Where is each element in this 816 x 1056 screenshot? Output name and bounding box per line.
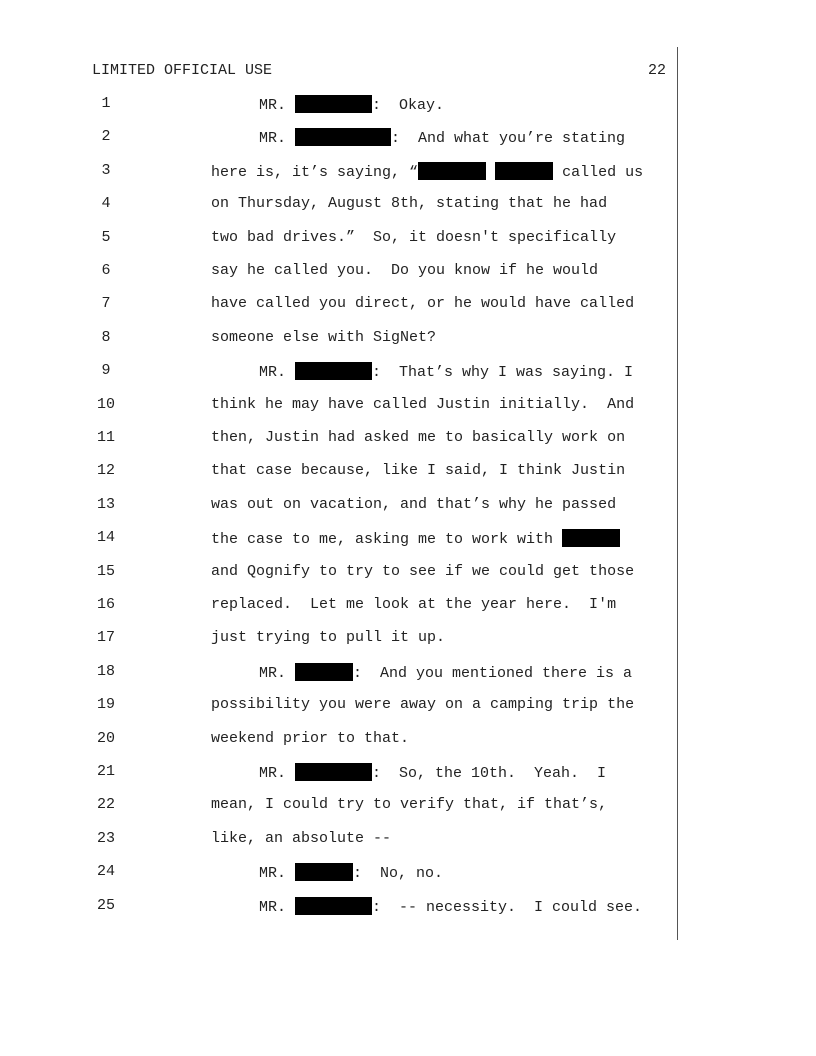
transcript-line	[0, 262, 816, 284]
redaction-block	[295, 95, 372, 113]
line-text	[211, 596, 616, 613]
line-text	[211, 629, 445, 646]
transcript-line	[0, 162, 816, 184]
transcript-line	[0, 496, 816, 518]
text-segment: MR.	[259, 765, 296, 782]
line-number: 1	[101, 95, 111, 112]
text-segment: MR.	[259, 664, 296, 682]
text-segment: : And you mentioned there is a	[353, 664, 633, 682]
transcript-line	[0, 529, 816, 551]
redaction-block	[295, 863, 353, 881]
line-text	[211, 195, 607, 212]
text-segment: on Thursday, August 8th, stating that he had	[211, 195, 608, 213]
page-number: 22	[647, 62, 666, 79]
text-segment: mean, I could try to verify that, if that’s,	[211, 796, 608, 814]
line-text	[211, 529, 620, 548]
line-text	[211, 396, 634, 413]
line-number: 10	[96, 395, 115, 413]
transcript-line	[0, 396, 816, 418]
redaction-block	[295, 663, 353, 681]
line-number: 7	[101, 295, 111, 313]
line-number: 2	[101, 128, 111, 146]
redaction-block	[295, 897, 372, 915]
line-text	[259, 863, 443, 882]
text-segment: that case because, like I said, I think Justin	[211, 462, 626, 480]
line-text	[259, 95, 444, 114]
transcript-line	[0, 897, 816, 919]
classification-label: LIMITED OFFICIAL USE	[92, 62, 273, 79]
text-segment: possibility you were away on a camping trip the	[211, 696, 635, 714]
redaction-block	[295, 763, 372, 781]
line-text	[211, 262, 598, 279]
transcript-line	[0, 730, 816, 752]
line-text	[259, 663, 632, 682]
text-segment: MR.	[259, 364, 296, 382]
text-segment: here is, it’s saying, “	[211, 163, 419, 181]
line-text	[211, 462, 625, 479]
line-number: 18	[96, 662, 115, 680]
line-number: 5	[101, 228, 111, 246]
text-segment: called us	[553, 163, 644, 181]
text-segment: just trying to pull it up.	[211, 629, 446, 647]
line-text	[211, 496, 616, 513]
line-number: 21	[96, 763, 115, 780]
text-segment: have called you direct, or he would have called	[211, 295, 635, 313]
transcript-line	[0, 796, 816, 818]
line-number: 20	[96, 729, 115, 747]
transcript-line	[0, 362, 816, 384]
line-number: 15	[96, 562, 115, 580]
text-segment: : So, the 10th. Yeah. I	[372, 765, 607, 782]
line-number: 3	[101, 161, 111, 179]
redaction-block	[562, 529, 620, 547]
transcript-line	[0, 663, 816, 685]
line-text	[211, 830, 391, 847]
line-number: 13	[96, 495, 115, 513]
text-segment: someone else with SigNet?	[211, 328, 437, 346]
text-segment: weekend prior to that.	[211, 729, 410, 747]
line-number: 16	[96, 596, 115, 613]
line-number: 4	[101, 195, 111, 213]
line-text	[211, 329, 436, 346]
transcript-line	[0, 830, 816, 852]
transcript-line	[0, 596, 816, 618]
redaction-block	[418, 162, 486, 180]
line-text	[259, 763, 606, 782]
transcript-line	[0, 563, 816, 585]
line-number: 14	[96, 529, 115, 547]
transcript-line	[0, 195, 816, 217]
text-segment: : -- necessity. I could see.	[372, 898, 643, 916]
line-text	[259, 128, 625, 147]
text-segment: : That’s why I was saying. I	[372, 364, 634, 382]
transcript-line	[0, 95, 816, 117]
redaction-block	[295, 362, 372, 380]
text-segment: two bad drives.” So, it doesn't specifically	[211, 228, 617, 246]
line-number: 6	[101, 262, 111, 279]
text-segment: think he may have called Justin initially. And	[211, 395, 635, 413]
text-segment: MR.	[259, 865, 296, 883]
redaction-block	[295, 128, 391, 146]
text-segment: then, Justin had asked me to basically work on	[211, 429, 626, 446]
line-number: 11	[96, 429, 115, 446]
line-text	[259, 897, 642, 916]
transcript-line	[0, 763, 816, 785]
line-number: 8	[101, 328, 111, 346]
transcript-line	[0, 429, 816, 451]
line-number: 24	[96, 863, 115, 881]
text-segment	[486, 164, 495, 181]
line-number: 19	[96, 696, 115, 714]
line-text	[211, 796, 607, 813]
text-segment: and Qognify to try to see if we could get those	[211, 562, 635, 580]
transcript-line	[0, 629, 816, 651]
text-segment: : Okay.	[372, 97, 445, 114]
text-segment: replaced. Let me look at the year here. I'm	[211, 596, 617, 613]
text-segment: MR.	[259, 130, 296, 148]
line-number: 23	[96, 829, 115, 847]
transcript-line	[0, 329, 816, 351]
text-segment: say he called you. Do you know if he would	[211, 262, 599, 279]
line-text	[211, 696, 634, 713]
line-number: 17	[96, 629, 115, 647]
transcript-line	[0, 696, 816, 718]
text-segment: like, an absolute --	[211, 829, 392, 847]
line-number: 12	[96, 462, 115, 480]
transcript-line	[0, 128, 816, 150]
line-text	[211, 229, 616, 246]
line-text	[211, 730, 409, 747]
line-number: 25	[96, 896, 115, 914]
line-text	[211, 563, 634, 580]
text-segment: was out on vacation, and that’s why he passed	[211, 495, 617, 513]
line-number: 22	[96, 796, 115, 814]
transcript-line	[0, 229, 816, 251]
line-text	[211, 162, 643, 181]
text-segment: the case to me, asking me to work with	[211, 531, 563, 549]
text-segment: MR.	[259, 898, 296, 916]
text-segment: MR.	[259, 97, 296, 114]
transcript-line	[0, 863, 816, 885]
text-segment: : No, no.	[353, 865, 444, 883]
redaction-block	[495, 162, 553, 180]
line-text	[211, 295, 634, 312]
line-number: 9	[101, 362, 111, 380]
transcript-line	[0, 462, 816, 484]
transcript-line	[0, 295, 816, 317]
line-text	[259, 362, 633, 381]
line-text	[211, 429, 625, 446]
text-segment: : And what you’re stating	[391, 130, 626, 148]
